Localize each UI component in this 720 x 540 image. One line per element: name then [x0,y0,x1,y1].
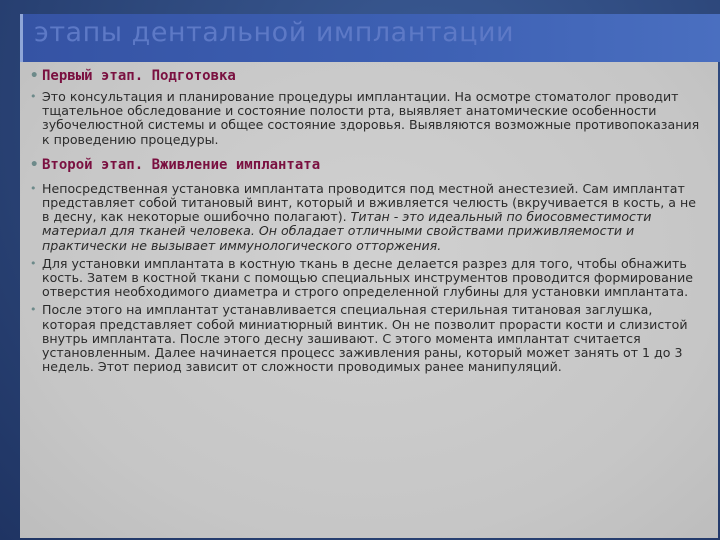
round-bullet-icon: • [30,256,37,270]
slide-title: этапы дентальной имплантации [34,17,515,48]
section-paragraph [30,303,700,374]
round-bullet-icon: • [30,303,37,317]
section-heading-2 [30,155,700,175]
content-body [30,66,700,378]
round-bullet-icon: • [30,68,39,84]
section-paragraph [30,182,700,253]
section-paragraph [30,90,700,147]
paragraph-text: Непосредственная установка имплантата проводится под местной анестезией. Сам имплантат представляет собой титановый винт, который и вживляется челюсть (вкручивается в кость, а не в десну, как некоторые ошибочно полагают). [42,180,696,225]
section-paragraph [30,257,700,300]
section-heading-1 [30,66,700,86]
paragraph-text: Для установки имплантата в костную ткань в десне делается разрез для того, чтобы обнажить кость. Затем в костной ткани с помощью специальных инструментов проводится формирование отверстия необходимого диаметра и строго определенной глубины для установки имплантата. [42,255,694,300]
round-bullet-icon: • [30,181,37,195]
section-heading-text: Первый этап. Подготовка [42,68,236,84]
paragraph-italic-text: Титан - это идеальный по биосовместимости материал для тканей человека. Он обладает отличными свойствами приживляемости и практически не вызывает иммунологического отторжения. [42,209,652,253]
section-heading-text: Второй этап. Вживление имплантата [42,156,321,173]
paragraph-text: Это консультация и планирование процедуры имплантации. На осмотре стоматолог проводит тщательное обследование и состояние полости рта, выявляет анатомические особенности зубочелюстной системы и общее состояние здоровья. Выявляются возможные противопоказания к проведению процедуры. [42,89,700,147]
paragraph-text: После этого на имплантат устанавливается специальная стерильная титановая заглушка, которая представляет собой миниатюрный винтик. Он не позволит прорасти кости и слизистой внутрь имплантата. После этого десну зашивают. С этого момента имплантат считается установленным. Далее начинается процесс заживления раны, который может занять от 1 до 3 недель. Этот период зависит от сложности проводимых ранее манипуляций. [42,302,688,375]
round-bullet-icon: • [30,156,39,173]
round-bullet-icon: • [30,90,37,103]
